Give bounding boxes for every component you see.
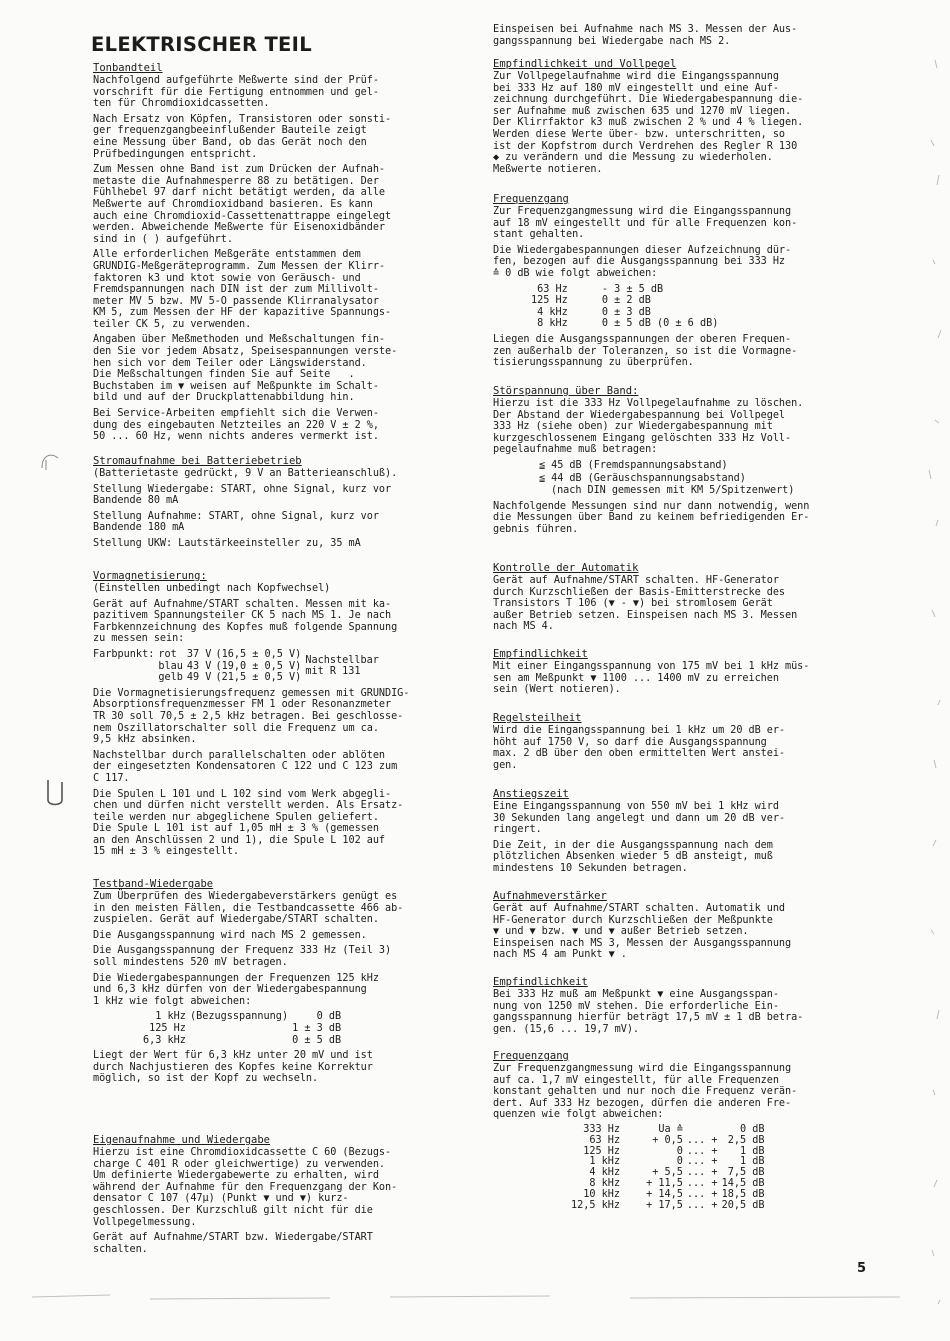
table-cell: (Bezugsspannung) <box>189 1011 289 1023</box>
table-cell: + 14,5 <box>646 1188 683 1200</box>
table-cell: + 11,5 <box>646 1177 683 1189</box>
table-row <box>143 1011 345 1023</box>
intro-paragraph <box>493 24 845 51</box>
table-cell: blau <box>158 660 183 672</box>
paragraph: Nach Ersatz von Köpfen, Transistoren oder sonsti- ger frequenzgangbeeinflußender Bauteile zeigt eine Messung über Band, ob das Gerät noch den Prüfbedingungen entspricht. <box>93 113 392 160</box>
section-heading: Störspannung über Band: <box>493 385 639 397</box>
paragraph: Stellung UKW: Lautstärkeeinsteller zu, 35 mA <box>93 537 361 549</box>
section-heading: Frequenzgang <box>493 193 569 205</box>
scan-bottom-line <box>30 1285 910 1305</box>
table-cell: (19,0 ± 0,5 V) <box>215 660 302 672</box>
paragraph: Gerät auf Aufnahme/START schalten. Automatik und HF-Generator durch Kurzschließen der Meßpunkte ▼ und ▼ bzw. ▼ und ▼ außer Betrieb setzen. Einspeisen nach MS 3, Messen der Ausgangsspannung nach MS 4 am Punkt ▼ . <box>493 903 792 961</box>
stoer-line: (nach DIN gemessen mit KM 5/Spitzenwert) <box>551 485 795 497</box>
table-cell: 1 kHz <box>155 1011 186 1023</box>
table-cell: 1 kHz <box>589 1156 621 1168</box>
binding-mark <box>42 776 68 808</box>
table-cell: + 17,5 <box>646 1199 683 1211</box>
table-cell: 63 Hz <box>589 1134 621 1146</box>
paragraph: Zum Überprüfen des Wiedergabeverstärkers genügt es in den meisten Fällen, die Testbandcassette 466 ab- zuspielen. Gerät auf Wiedergabe/START schalten. <box>93 891 404 926</box>
table-cell: (21,5 ± 0,5 V) <box>215 672 302 684</box>
table-cell: (16,5 ± 0,5 V) <box>215 648 302 660</box>
section-heading: Empfindlichkeit <box>493 976 588 988</box>
section-vormagnetisierung <box>93 570 453 862</box>
table-cell: 0 <box>676 1156 683 1168</box>
section-frequenzgang-2 <box>493 1050 845 1215</box>
section-heading: Eigenaufnahme und Wiedergabe <box>93 1134 271 1146</box>
table-cell: 0 ± 2 dB <box>601 295 651 307</box>
paragraph: (Batterietaste gedrückt, 9 V an Batterieanschluß). <box>93 468 398 479</box>
section-heading: Empfindlichkeit und Vollpegel <box>493 58 677 70</box>
testband-table <box>143 1011 345 1046</box>
table-cell: ... + <box>686 1134 718 1146</box>
paragraph: Stellung Wiedergabe: START, ohne Signal, kurz vor Bandende 80 mA <box>93 483 392 507</box>
table-cell: ... + <box>686 1177 718 1189</box>
table-cell: 1 dB <box>739 1145 765 1157</box>
paragraph: Bei Service-Arbeiten empfiehlt sich die Verwen- dung des eingebauten Netzteiles an 220 V ± 2 %, 50 ... 60 Hz, wenn nichts anderes vermerkt ist. <box>93 408 379 443</box>
binding-mark <box>38 448 68 472</box>
table-row <box>571 1190 769 1201</box>
table-cell: 37 V <box>186 648 212 660</box>
table-cell: 0 ± 3 dB <box>601 306 651 318</box>
table-cell: 1 ± 3 dB <box>292 1022 342 1034</box>
frequenzgang-2-table <box>571 1125 769 1211</box>
section-frequenzgang-1 <box>493 193 845 373</box>
paragraph: Eine Eingangsspannung von 550 mV bei 1 kHz wird 30 Sekunden lang angelegt und dann um 20 dB ver- ringert. <box>493 801 786 836</box>
paragraph: Zum Messen ohne Band ist zum Drücken der Aufnah- metaste die Aufnahmesperre 88 zu betätigen. Der Fühlhebel 97 darf nicht betätigt werden, da alle Meßwerte auf Chromdioxidband basieren. Es kann auch eine Chromdioxid-Cassettenattrappe eingelegt werden. Abweichende Meßwerte für Eisenoxidbänder sind in ( ) aufgeführt. <box>93 164 392 245</box>
table-cell: 0 <box>676 1145 683 1157</box>
paragraph: Nachstellbar durch parallelschalten oder ablöten der eingesetzten Kondensatoren C 122 und C 123 zum C 117. <box>93 749 398 784</box>
table-cell: + 5,5 <box>652 1167 683 1179</box>
table-cell: gelb <box>158 672 183 684</box>
section-empfindlichkeit-2 <box>493 976 845 1039</box>
section-tonbandteil <box>93 62 453 447</box>
paragraph: Angaben über Meßmethoden und Meßschaltungen fin- den Sie vor jedem Absatz, Speisespannungen verste- hen sich vor dem Teiler oder Längswiderstand. Die Meßschaltungen finden Sie auf Seite . Buchstaben im ▼ weisen auf Meßpunkte im Schalt- bild und auf der Druckplattenabbildung hin. <box>93 334 398 404</box>
paragraph: Zur Frequenzgangmessung wird die Eingangsspannung auf 18 mV eingestellt und für alle Frequenzen kon- stant gehalten. <box>493 206 798 241</box>
section-heading: Testband-Wiedergabe <box>93 878 214 890</box>
section-stromaufnahme <box>93 455 453 554</box>
paragraph: Die Spulen L 101 und L 102 sind vom Werk abgegli- chen und dürfen nicht verstellt werden. Als Ersatz- teile werden nur abgeglichene Spulen geliefert. Die Spule L 101 ist auf 1,05 mH ± 3 % (gemessen an den Anschlüssen 2 und 1), die Spule L 102 auf 15 mH ± 3 % eingestellt. <box>93 788 404 858</box>
table-cell: 0 ± 5 dB <box>292 1034 342 1046</box>
table-row <box>571 1201 769 1212</box>
table-row <box>571 1136 769 1147</box>
table-cell: + 0,5 <box>652 1134 683 1146</box>
table-cell: 10 kHz <box>583 1188 621 1200</box>
paragraph: Bei 333 Hz muß am Meßpunkt ▼ eine Ausgangsspan- nung von 1250 mV stehen. Die erforderliche Ein- gangsspannung hierfür beträgt 17,5 mV ± 1 dB betra- gen. (15,6 ... 19,7 mV). <box>493 989 804 1035</box>
table-cell: 125 Hz <box>149 1022 186 1034</box>
paragraph: Zur Vollpegelaufnahme wird die Eingangsspannung bei 333 Hz auf 180 mV eingestellt und eine Auf- zeichnung durchgeführt. Die Wiedergabespannung die- ser Aufnahme muß zwischen 635 und 1270 mV liegen. Der Klirrfaktor k3 muß zwischen 2 % und 4 % liegen. Werden diese Werte über- bzw. unterschritten, so ist der Kopfstrom durch Verdrehen des Regler R 130 ◆ zu verändern und die Messung zu wiederholen. Meßwerte notieren. <box>493 71 804 175</box>
nachstellbar-note: Nachstellbar mit R 131 <box>305 654 379 678</box>
section-testband-wiedergabe <box>93 878 453 1089</box>
table-cell: 8 kHz <box>537 318 568 330</box>
frequenzgang-table <box>531 284 722 330</box>
section-heading: Frequenzgang <box>493 1050 569 1062</box>
paragraph: Die Vormagnetisierungsfrequenz gemessen mit GRUNDIG- Absorptionsfrequenzmesser FM 1 oder Resonanzmeter TR 30 soll 70,5 ± 2,5 kHz betragen. Bei geschlosse- nem Oszillatorschalter soll die Frequenz um ca. 9,5 kHz absinken. <box>93 687 410 746</box>
table-cell: 14,5 dB <box>721 1177 765 1189</box>
table-row <box>531 307 722 319</box>
paragraph: Liegt der Wert für 6,3 kHz unter 20 mV und ist durch Nachjustieren des Kopfes keine Korrektur möglich, so ist der Kopf zu wechseln. <box>93 1050 373 1085</box>
table-row <box>143 1023 345 1035</box>
paragraph: Zur Frequenzgangmessung wird die Eingangsspannung auf ca. 1,7 mV eingestellt, für alle Frequenzen konstant gehalten und nur noch die Frequenz verän- dert. Auf 333 Hz bezogen, dürfen die anderen Fre- quenzen wie folgt abweichen: <box>493 1063 798 1121</box>
section-empfindlichkeit-vollpegel <box>493 58 845 179</box>
table-cell: 0 dB <box>316 1011 342 1023</box>
section-regelsteilheit <box>493 712 845 775</box>
table-cell <box>190 1035 292 1047</box>
table-cell: ... + <box>686 1156 718 1168</box>
table-cell: ... + <box>686 1167 718 1179</box>
table-cell: 49 V <box>186 672 212 684</box>
table-cell: 333 Hz <box>583 1123 621 1135</box>
paragraph: Die Ausgangsspannung der Frequenz 333 Hz (Teil 3) soll mindestens 520 mV betragen. <box>93 945 392 968</box>
table-row <box>531 318 722 330</box>
section-heading: Tonbandteil <box>93 62 163 74</box>
table-row <box>531 284 722 296</box>
table-cell: 18,5 dB <box>721 1188 765 1200</box>
table-cell: 0 ± 5 dB (0 ± 6 dB) <box>601 318 719 330</box>
table-cell: ... + <box>686 1199 718 1211</box>
section-kontrolle-automatik <box>493 562 845 637</box>
table-cell: 4 kHz <box>589 1167 621 1179</box>
table-cell: Ua ≙ <box>658 1123 683 1135</box>
table-row <box>531 295 722 307</box>
paragraph: Hierzu ist eine Chromdioxidcassette C 60 (Bezugs- charge C 401 R oder gleichwertige) zu verwenden. Um definierte Wiedergabewerte zu erhalten, wird während der Aufnahme für den Frequenzgang der Kon- densator C 107 (47μ) (Punkt ▼ und ▼) kurz- geschlossen. Der Kurzschluß gilt nicht für die Vollpegelmessung. <box>93 1147 398 1228</box>
paragraph: Mit einer Eingangsspannung von 175 mV bei 1 kHz müs- sen am Meßpunkt ▼ 1100 ... 1400 mV zu erreichen sein (Wert notieren). <box>493 661 810 696</box>
paragraph: Alle erforderlichen Meßgeräte entstammen dem GRUNDIG-Meßgeräteprogramm. Zum Messen der Klirr- faktoren k3 und ktot sowie von Geräusch- und Fremdspannungen nach DIN ist der zum Millivolt- meter MV 5 bzw. MV 5-O passende Klirranalysator KM 5, zum Messen der HF der kapazitive Spannungs- teiler CK 5, zu verwenden. <box>93 249 392 330</box>
table-cell: 12,5 kHz <box>571 1199 621 1211</box>
table-cell: ... + <box>686 1145 718 1157</box>
paragraph: Nachfolgende Messungen sind nur dann notwendig, wenn die Messungen über Band zu keinem befriedigenden Er- gebnis führen. <box>493 500 810 535</box>
table-cell <box>190 1023 292 1035</box>
paragraph: Stellung Aufnahme: START, ohne Signal, kurz vor Bandende 180 mA <box>93 510 379 534</box>
section-aufnahmeverstaerker <box>493 890 845 965</box>
paragraph: Einspeisen bei Aufnahme nach MS 3. Messen der Aus- gangsspannung bei Wiedergabe nach MS 2. <box>493 24 798 47</box>
table-cell: 43 V <box>186 660 212 672</box>
paragraph: Wird die Eingangsspannung bei 1 kHz um 20 dB er- höht auf 1750 V, so darf die Ausgangsspannung max. 2 dB über den oben ermittelten Wert anstei- gen. <box>493 725 786 771</box>
farbpunkt-table <box>93 649 383 684</box>
table-cell: 63 Hz <box>537 283 568 295</box>
table-cell: 8 kHz <box>589 1177 621 1189</box>
table-cell: 0 dB <box>739 1123 765 1135</box>
section-heading: Stromaufnahme bei Batteriebetrieb <box>93 455 302 467</box>
section-heading: Regelsteilheit <box>493 712 582 724</box>
table-cell: 125 Hz <box>583 1145 621 1157</box>
section-stoerspannung <box>493 385 845 540</box>
paragraph: Liegen die Ausgangsspannungen der oberen Frequen- zen außerhalb der Toleranzen, so ist die Vormagne- tisierungsspannung zu überprüfen. <box>493 333 798 369</box>
paragraph: Die Ausgangsspannung wird nach MS 2 gemessen. <box>93 929 367 941</box>
farbpunkt-label: Farbpunkt: <box>93 648 155 660</box>
paragraph: Gerät auf Aufnahme/START schalten. HF-Generator durch Kurzschließen der Basis-Emitterstrecke des Transistors T 106 (▼ - ▼) bei stromlosem Gerät außer Betrieb setzen. Einspeisen nach MS 3. Messen nach MS 4. <box>493 575 798 633</box>
paragraph: Die Wiedergabespannungen der Frequenzen 125 kHz und 6,3 kHz dürfen von der Wiedergabespannung 1 kHz wie folgt abweichen: <box>93 972 379 1007</box>
paragraph: Hierzu ist die 333 Hz Vollpegelaufnahme zu löschen. Der Abstand der Wiedergabespannung bei Vollpegel 333 Hz (siehe oben) zur Wiedergabespannung mit kurzgeschlossenem Eingang gelöschten 333 Hz Voll- pegelaufnahme muß betragen: <box>493 398 804 456</box>
paragraph: Nachfolgend aufgeführte Meßwerte sind der Prüf- vorschrift für die Fertigung entnommen und gel- ten für Chromdioxidcassetten. <box>93 75 379 110</box>
section-heading: Vormagnetisierung: <box>93 570 207 582</box>
section-empfindlichkeit-1 <box>493 648 845 700</box>
paragraph: (Einstellen unbedingt nach Kopfwechsel) <box>93 583 331 594</box>
table-cell: ... + <box>686 1188 718 1200</box>
section-heading: Empfindlichkeit <box>493 648 588 660</box>
stoer-line: ≦ 45 dB (Fremdspannungsabstand) <box>539 459 728 471</box>
table-cell: 7,5 dB <box>727 1167 765 1179</box>
section-eigenaufnahme <box>93 1134 453 1259</box>
table-cell: rot <box>158 648 177 660</box>
scan-edge-noise <box>905 0 950 1341</box>
paragraph: Die Wiedergabespannungen dieser Aufzeichnung dür- fen, bezogen auf die Ausgangsspannung bei 333 Hz ≙ 0 dB wie folgt abweichen: <box>493 244 792 279</box>
page-title: ELEKTRISCHER TEIL <box>91 33 312 56</box>
table-cell: 4 kHz <box>537 306 568 318</box>
table-cell: 6,3 kHz <box>143 1034 186 1046</box>
section-heading: Aufnahmeverstärker <box>493 890 607 902</box>
page-number: 5 <box>857 1261 867 1276</box>
section-heading: Anstiegszeit <box>493 788 569 800</box>
stoer-line: ≦ 44 dB (Geräuschspannungsabstand) <box>539 472 746 484</box>
section-heading: Kontrolle der Automatik <box>493 562 639 574</box>
paragraph: Die Zeit, in der die Ausgangsspannung nach dem plötzlichen Absenken wieder 5 dB ansteigt, muß mindestens 10 Sekunden betragen. <box>493 839 773 874</box>
table-row <box>143 1035 345 1047</box>
table-cell: 1 dB <box>739 1156 765 1168</box>
table-row <box>93 649 383 661</box>
paragraph: Gerät auf Aufnahme/START bzw. Wiedergabe/START schalten. <box>93 1232 373 1255</box>
table-cell: 2,5 dB <box>727 1134 765 1146</box>
table-cell: - 3 ± 5 dB <box>601 283 664 295</box>
table-cell: 125 Hz <box>531 295 568 307</box>
table-cell: 20,5 dB <box>721 1199 765 1211</box>
paragraph: Gerät auf Aufnahme/START schalten. Messen mit ka- pazitivem Spannungsteiler CK 5 nach MS 1. Je nach Farbkennzeichnung des Kopfes muß folgende Spannung zu messen sein: <box>93 598 398 645</box>
section-anstiegszeit <box>493 788 845 879</box>
